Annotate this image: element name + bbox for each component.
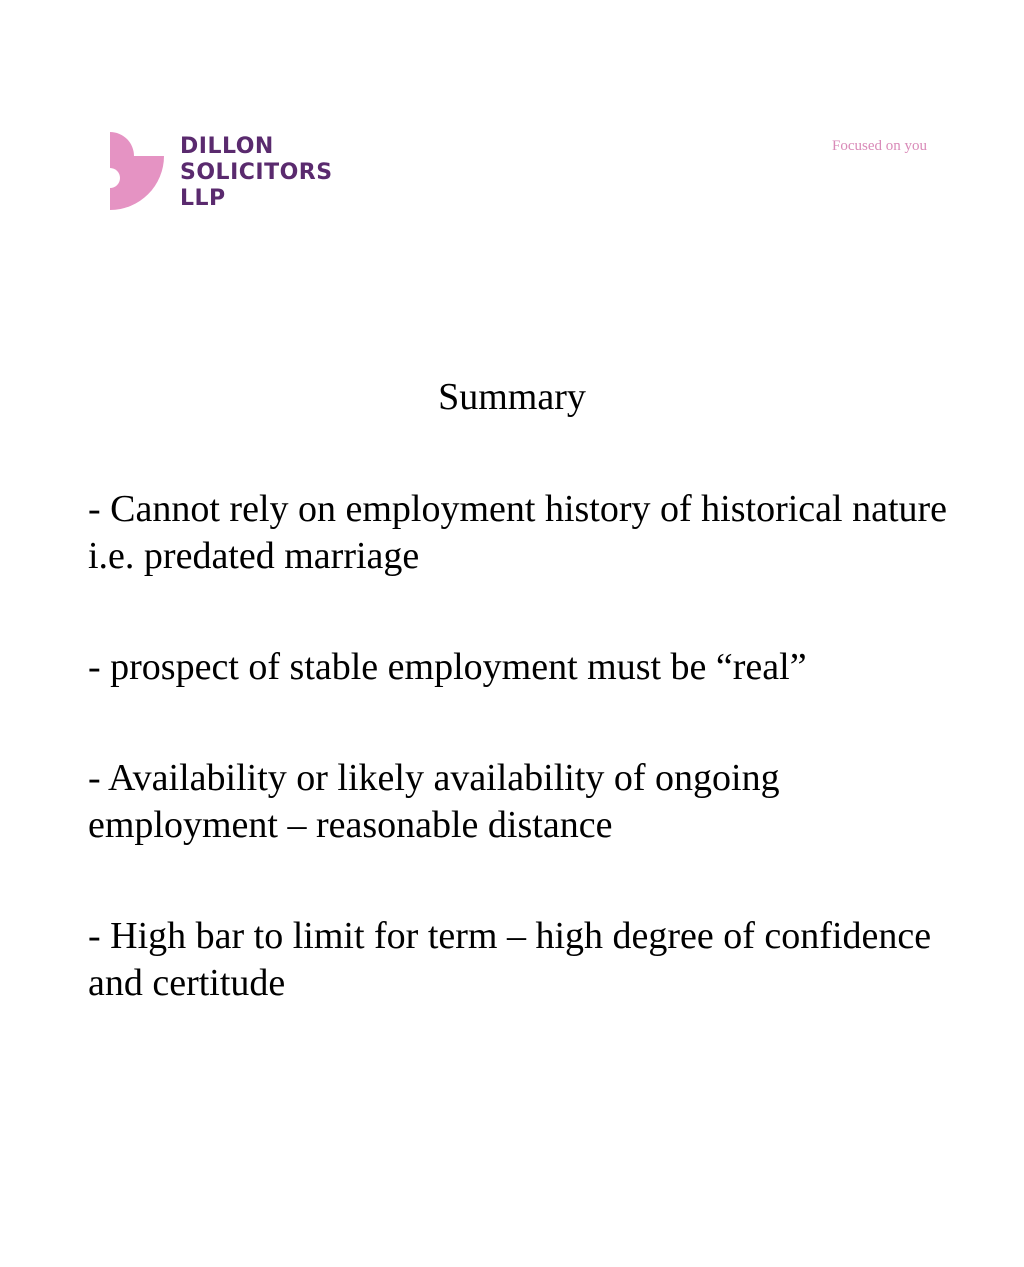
logo-line-1: DILLON (180, 134, 274, 159)
summary-point-4: - High bar to limit for term – high degree of confidence and certitude (88, 915, 932, 1004)
page-title: Summary (438, 376, 586, 418)
company-logo (110, 132, 370, 212)
summary-point-3: - Availability or likely availability of ongoing employment – reasonable distance (88, 757, 780, 846)
logo-line-2: SOLICITORS (180, 160, 333, 185)
logo-mark-icon (110, 132, 166, 212)
summary-point-2: - prospect of stable employment must be “real” (88, 646, 807, 688)
summary-list (88, 486, 948, 1071)
logo-wordmark (180, 134, 333, 212)
tagline: Focused on you (832, 138, 927, 154)
logo-line-3: LLP (180, 186, 226, 211)
summary-point-1: - Cannot rely on employment history of historical nature i.e. predated marriage (88, 488, 948, 577)
